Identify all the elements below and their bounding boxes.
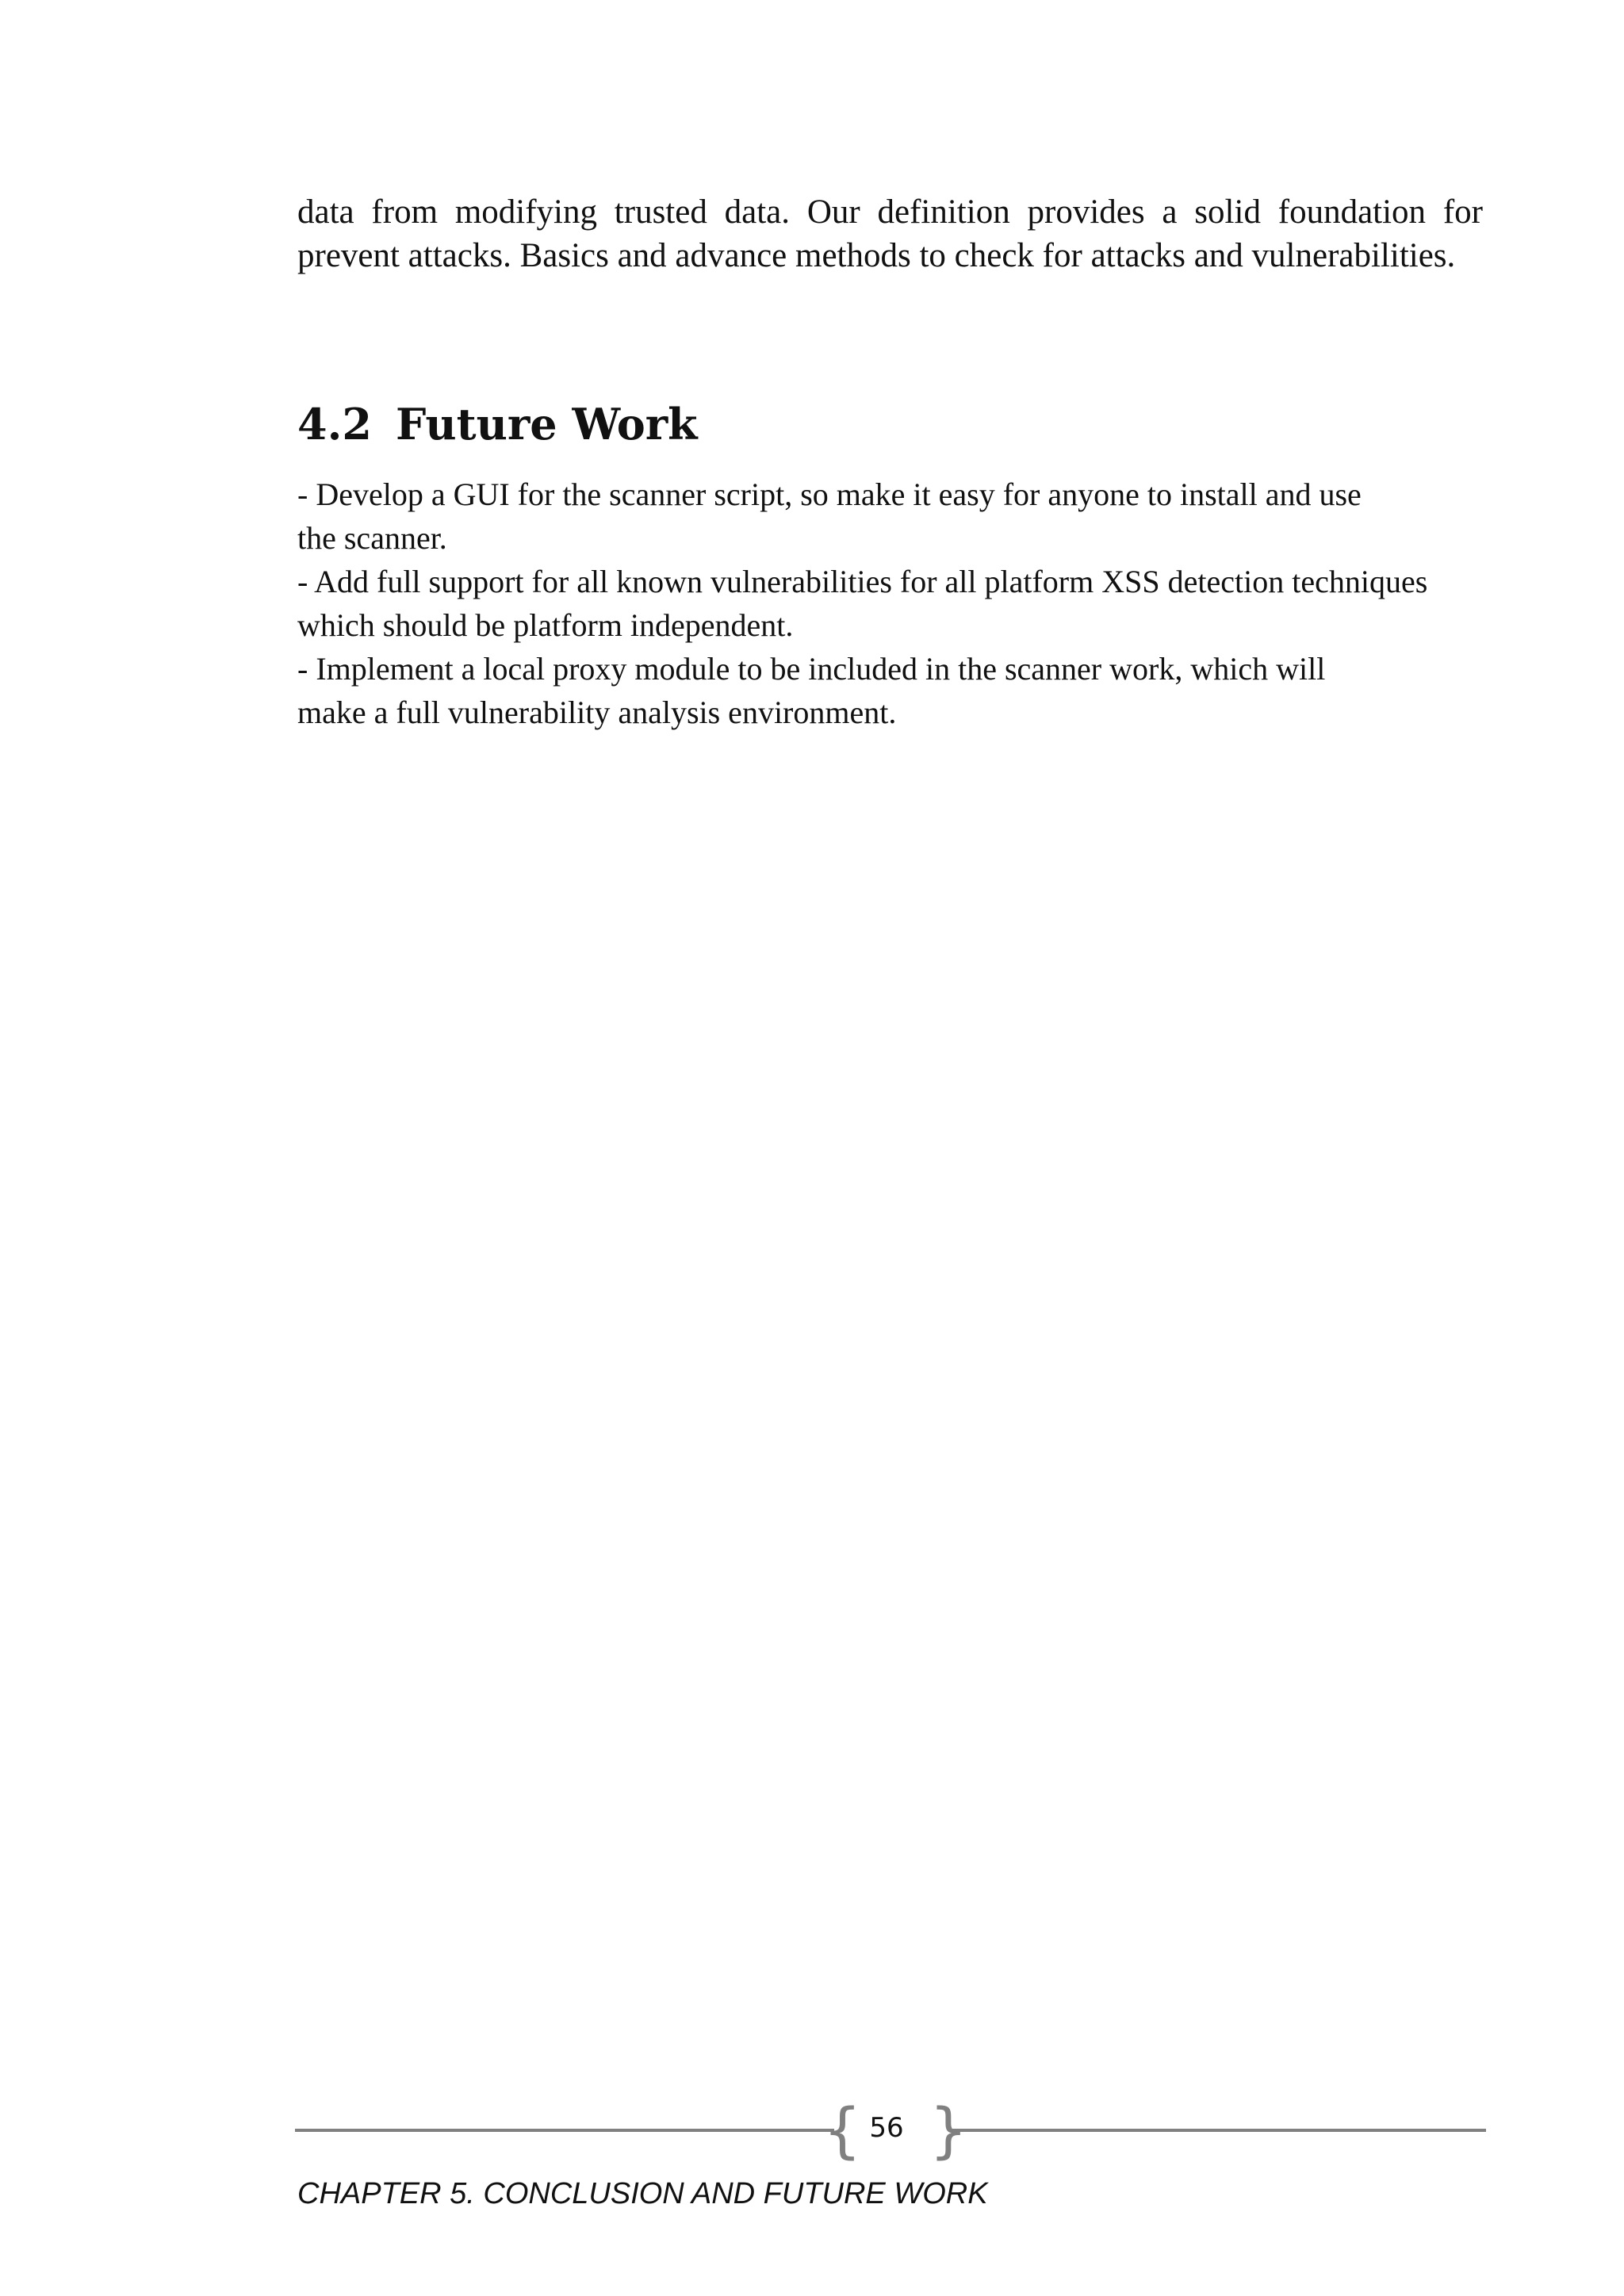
list-item-line: - Develop a GUI for the scanner script, so make it easy for anyone to install and use [297, 476, 1362, 512]
list-item-line: which should be platform independent. [297, 607, 794, 643]
list-item-line: the scanner. [297, 520, 447, 556]
list-item-line: make a full vulnerability analysis environment. [297, 695, 897, 730]
list-item-line: - Add full support for all known vulnerabilities for all platform XSS detection techniques [297, 564, 1428, 599]
page-number: 56 [869, 2112, 904, 2144]
footer-rule-right [948, 2129, 1486, 2132]
list-item [297, 473, 1487, 560]
footer-rule-left [295, 2129, 834, 2132]
open-brace-icon: { [823, 2095, 862, 2165]
list-item [297, 560, 1487, 647]
intro-paragraph: data from modifying trusted data. Our definition provides a solid foundation for prevent attacks. Basics and advance methods to check for attacks and vulnerabilities. [297, 193, 1483, 274]
list-item-line: - Implement a local proxy module to be included in the scanner work, which will [297, 651, 1326, 687]
future-work-list [297, 473, 1487, 734]
section-number: 4.2 [297, 399, 372, 450]
chapter-footer: CHAPTER 5. CONCLUSION AND FUTURE WORK [297, 2177, 988, 2210]
close-brace-icon: } [929, 2095, 968, 2165]
list-item [297, 647, 1487, 734]
section-title: Future Work [396, 399, 698, 450]
section-heading [297, 396, 698, 452]
